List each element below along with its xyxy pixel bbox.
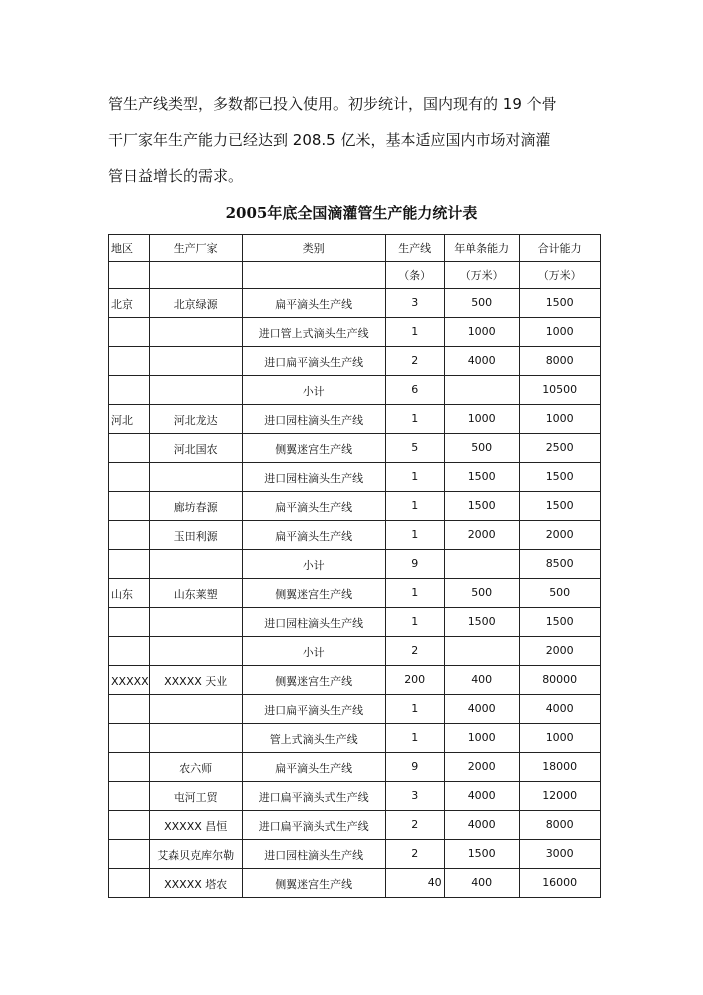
cell-total: 3000	[519, 840, 600, 869]
cell-lines: 6	[385, 376, 444, 405]
cell-maker	[149, 695, 242, 724]
table-row	[109, 753, 601, 782]
cell-annual: 1000	[444, 724, 519, 753]
cell-region	[109, 608, 150, 637]
cell-maker: 玉田利源	[149, 521, 242, 550]
cell-annual: 4000	[444, 782, 519, 811]
table-row	[109, 376, 601, 405]
cell-lines: 5	[385, 434, 444, 463]
cell-region	[109, 318, 150, 347]
unit-annual: （万米）	[444, 262, 519, 289]
table-row	[109, 695, 601, 724]
unit-type	[242, 262, 385, 289]
table-row	[109, 724, 601, 753]
cell-region: 河北	[109, 405, 150, 434]
cell-total: 8000	[519, 811, 600, 840]
cell-total: 1500	[519, 608, 600, 637]
cell-annual: 2000	[444, 521, 519, 550]
cell-annual: 1000	[444, 318, 519, 347]
table-row	[109, 405, 601, 434]
cell-maker: 河北国农	[149, 434, 242, 463]
cell-maker	[149, 376, 242, 405]
cell-region: 山东	[109, 579, 150, 608]
cell-maker	[149, 550, 242, 579]
cell-maker: XXXXX 塔农	[149, 869, 242, 898]
unit-region	[109, 262, 150, 289]
cell-type: 进口管上式滴头生产线	[242, 318, 385, 347]
cell-maker: 艾森贝克库尔勒	[149, 840, 242, 869]
paragraph-line-1: 管生产线类型，多数都已投入使用。初步统计，国内现有的 19 个骨	[108, 95, 557, 113]
cell-annual: 1500	[444, 608, 519, 637]
cell-region	[109, 753, 150, 782]
cell-annual	[444, 637, 519, 666]
cell-maker: XXXXX 天业	[149, 666, 242, 695]
cell-region	[109, 724, 150, 753]
cell-total: 1000	[519, 724, 600, 753]
cell-maker: XXXXX 昌恒	[149, 811, 242, 840]
table-row	[109, 289, 601, 318]
cell-maker	[149, 608, 242, 637]
cell-lines: 2	[385, 347, 444, 376]
cell-type: 扁平滴头生产线	[242, 289, 385, 318]
cell-lines: 1	[385, 724, 444, 753]
cell-annual	[444, 376, 519, 405]
cell-region	[109, 811, 150, 840]
cell-maker: 屯河工贸	[149, 782, 242, 811]
unit-lines: （条）	[385, 262, 444, 289]
cell-annual: 500	[444, 434, 519, 463]
cell-type: 小计	[242, 637, 385, 666]
cell-annual: 1000	[444, 405, 519, 434]
cell-annual: 1500	[444, 840, 519, 869]
cell-total: 80000	[519, 666, 600, 695]
cell-type: 进口园柱滴头生产线	[242, 840, 385, 869]
cell-total: 8500	[519, 550, 600, 579]
cell-region	[109, 521, 150, 550]
cell-type: 进口扁平滴头式生产线	[242, 811, 385, 840]
table-row	[109, 608, 601, 637]
unit-maker	[149, 262, 242, 289]
cell-type: 扁平滴头生产线	[242, 521, 385, 550]
table-row	[109, 521, 601, 550]
cell-type: 进口园柱滴头生产线	[242, 463, 385, 492]
cell-maker: 山东莱塑	[149, 579, 242, 608]
cell-annual: 4000	[444, 695, 519, 724]
cell-maker	[149, 724, 242, 753]
cell-lines: 1	[385, 695, 444, 724]
cell-region	[109, 347, 150, 376]
header-lines: 生产线	[385, 235, 444, 262]
unit-total: （万米）	[519, 262, 600, 289]
cell-maker: 廊坊春源	[149, 492, 242, 521]
cell-lines: 3	[385, 289, 444, 318]
cell-region	[109, 840, 150, 869]
table-row	[109, 550, 601, 579]
header-region: 地区	[109, 235, 150, 262]
cell-total: 500	[519, 579, 600, 608]
cell-annual: 4000	[444, 811, 519, 840]
cell-annual: 1500	[444, 463, 519, 492]
cell-total: 4000	[519, 695, 600, 724]
cell-annual: 400	[444, 869, 519, 898]
capacity-table	[108, 234, 601, 898]
cell-type: 小计	[242, 550, 385, 579]
cell-lines: 1	[385, 405, 444, 434]
table-row	[109, 492, 601, 521]
cell-lines: 2	[385, 840, 444, 869]
table-row	[109, 434, 601, 463]
cell-lines: 2	[385, 637, 444, 666]
cell-lines: 9	[385, 550, 444, 579]
cell-region: 北京	[109, 289, 150, 318]
cell-maker: 河北龙达	[149, 405, 242, 434]
paragraph-line-2: 干厂家年生产能力已经达到 208.5 亿米，基本适应国内市场对滴灌	[108, 131, 551, 149]
cell-total: 10500	[519, 376, 600, 405]
table-row	[109, 318, 601, 347]
header-row	[109, 235, 601, 262]
cell-type: 扁平滴头生产线	[242, 753, 385, 782]
header-total: 合计能力	[519, 235, 600, 262]
cell-annual: 4000	[444, 347, 519, 376]
cell-type: 侧翼迷宫生产线	[242, 869, 385, 898]
cell-region	[109, 637, 150, 666]
table-row	[109, 347, 601, 376]
header-annual: 年单条能力	[444, 235, 519, 262]
cell-total: 1500	[519, 492, 600, 521]
cell-type: 侧翼迷宫生产线	[242, 579, 385, 608]
cell-type: 进口扁平滴头生产线	[242, 695, 385, 724]
table-row	[109, 579, 601, 608]
cell-total: 1500	[519, 463, 600, 492]
cell-region	[109, 550, 150, 579]
cell-lines: 1	[385, 579, 444, 608]
table-title: 2005年底全国滴灌管生产能力统计表	[225, 204, 478, 222]
header-maker: 生产厂家	[149, 235, 242, 262]
cell-region	[109, 695, 150, 724]
cell-maker	[149, 637, 242, 666]
cell-region	[109, 782, 150, 811]
cell-total: 1000	[519, 318, 600, 347]
unit-row	[109, 262, 601, 289]
cell-type: 进口扁平滴头生产线	[242, 347, 385, 376]
cell-region	[109, 492, 150, 521]
cell-type: 管上式滴头生产线	[242, 724, 385, 753]
cell-lines: 1	[385, 521, 444, 550]
table-row	[109, 811, 601, 840]
cell-lines: 1	[385, 318, 444, 347]
cell-type: 扁平滴头生产线	[242, 492, 385, 521]
cell-lines: 2	[385, 811, 444, 840]
table-row	[109, 666, 601, 695]
table-row	[109, 782, 601, 811]
cell-annual: 2000	[444, 753, 519, 782]
cell-type: 进口园柱滴头生产线	[242, 608, 385, 637]
cell-total: 1000	[519, 405, 600, 434]
cell-annual	[444, 550, 519, 579]
table-row	[109, 463, 601, 492]
cell-maker	[149, 347, 242, 376]
cell-lines: 1	[385, 492, 444, 521]
cell-lines: 9	[385, 753, 444, 782]
cell-maker	[149, 463, 242, 492]
cell-type: 进口园柱滴头生产线	[242, 405, 385, 434]
cell-lines: 1	[385, 463, 444, 492]
cell-total: 2000	[519, 521, 600, 550]
header-type: 类别	[242, 235, 385, 262]
cell-total: 1500	[519, 289, 600, 318]
cell-lines: 3	[385, 782, 444, 811]
cell-total: 2000	[519, 637, 600, 666]
paragraph-line-3: 管日益增长的需求。	[108, 167, 244, 185]
cell-type: 侧翼迷宫生产线	[242, 666, 385, 695]
cell-annual: 500	[444, 289, 519, 318]
cell-region: XXXXX	[109, 666, 150, 695]
cell-lines: 1	[385, 608, 444, 637]
cell-annual: 1500	[444, 492, 519, 521]
cell-lines: 40	[385, 869, 444, 898]
cell-type: 侧翼迷宫生产线	[242, 434, 385, 463]
table-row	[109, 637, 601, 666]
cell-region	[109, 869, 150, 898]
cell-region	[109, 434, 150, 463]
cell-total: 18000	[519, 753, 600, 782]
cell-maker	[149, 318, 242, 347]
cell-total: 8000	[519, 347, 600, 376]
cell-annual: 500	[444, 579, 519, 608]
cell-total: 2500	[519, 434, 600, 463]
cell-annual: 400	[444, 666, 519, 695]
table-row	[109, 869, 601, 898]
cell-maker: 北京绿源	[149, 289, 242, 318]
cell-maker: 农六师	[149, 753, 242, 782]
cell-type: 小计	[242, 376, 385, 405]
cell-type: 进口扁平滴头式生产线	[242, 782, 385, 811]
cell-total: 12000	[519, 782, 600, 811]
table-row	[109, 840, 601, 869]
cell-total: 16000	[519, 869, 600, 898]
cell-region	[109, 463, 150, 492]
cell-lines: 200	[385, 666, 444, 695]
cell-region	[109, 376, 150, 405]
